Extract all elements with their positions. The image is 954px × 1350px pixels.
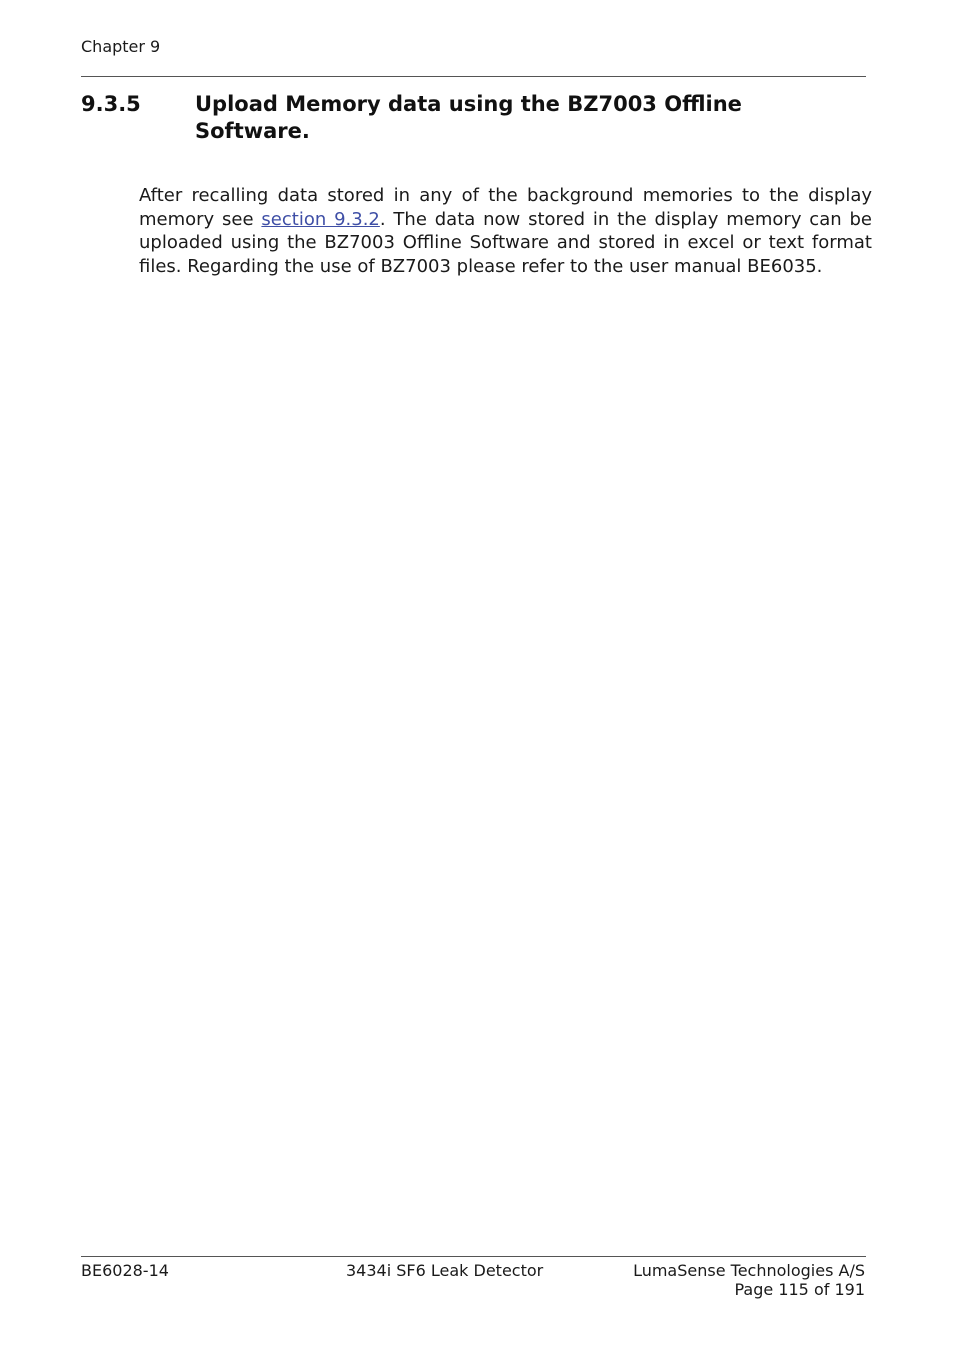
- chapter-header: Chapter 9: [81, 37, 161, 56]
- section-link[interactable]: section 9.3.2: [261, 208, 380, 230]
- footer-rule: [81, 1256, 866, 1257]
- paragraph-text-end: . The data now stored in the display memory can be uploaded using the BZ7003 Offline Software and stored in excel or text format files. Regarding the use of BZ7003 please refer to the user manual BE6035.: [139, 208, 872, 277]
- paragraph-text-start: After recalling data stored in any of the background memories to the display memory see: [139, 185, 872, 230]
- footer-page-number: Page 115 of 191: [734, 1280, 865, 1299]
- footer-right-block: [633, 1261, 865, 1299]
- header-rule: [81, 76, 866, 77]
- section-number: 9.3.5: [81, 92, 141, 116]
- section-title: Upload Memory data using the BZ7003 Offline Software.: [195, 92, 742, 143]
- footer-doc-id: BE6028-14: [81, 1261, 169, 1280]
- body-paragraph: [139, 184, 872, 278]
- footer-product: 3434i SF6 Leak Detector: [346, 1261, 544, 1280]
- footer-company: LumaSense Technologies A/S: [633, 1261, 865, 1280]
